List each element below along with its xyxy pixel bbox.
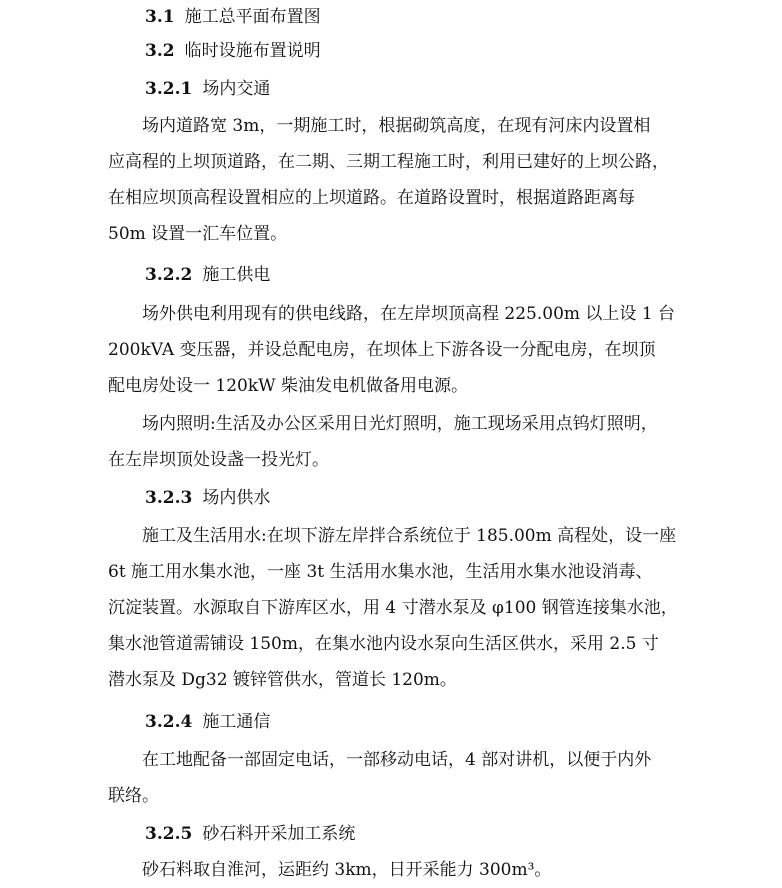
text-line: 在相应坝顶高程设置相应的上坝道路。在道路设置时，根据道路距离每 [108, 188, 635, 208]
text-line: 沉淀装置。水源取自下游库区水，用 4 寸潜水泵及 φ100 钢管连接集水池， [108, 598, 678, 618]
heading-3-2-2 [145, 264, 270, 286]
text-line: 配电房处设一 120kW 柴油发电机做备用电源。 [108, 376, 469, 396]
paragraph-lighting [108, 406, 700, 478]
paragraph-power [108, 296, 700, 404]
heading-3-2-4 [145, 711, 270, 733]
heading-number: 3.2 [145, 41, 175, 61]
text-line: 在左岸坝顶处设盏一投光灯。 [108, 450, 329, 470]
text-line: 联络。 [108, 786, 159, 806]
text-line: 场外供电利用现有的供电线路，在左岸坝顶高程 225.00m 以上设 1 台 [108, 304, 676, 324]
heading-title: 施工通信 [202, 712, 271, 732]
heading-title: 施工供电 [202, 265, 271, 285]
heading-number: 3.2.4 [145, 712, 193, 732]
heading-number: 3.1 [145, 7, 175, 27]
text-line: 50m 设置一汇车位置。 [108, 224, 288, 244]
text-line: 场内道路宽 3m，一期施工时，根据砌筑高度，在现有河床内设置相 [108, 116, 651, 136]
heading-title: 场内供水 [202, 488, 271, 508]
heading-3-2-5 [145, 823, 355, 845]
text-line: 在工地配备一部固定电话，一部移动电话，4 部对讲机，以便于内外 [108, 750, 652, 770]
heading-3-2 [145, 40, 321, 62]
paragraph-traffic [108, 108, 700, 252]
text-line: 潜水泵及 Dg32 镀锌管供水，管道长 120m。 [108, 670, 457, 690]
heading-number: 3.2.1 [145, 79, 193, 99]
heading-number: 3.2.5 [145, 824, 193, 844]
text-line: 集水池管道需铺设 150m，在集水池内设水泵向生活区供水，采用 2.5 寸 [108, 634, 659, 654]
heading-title: 砂石料开采加工系统 [202, 824, 356, 844]
heading-3-2-1 [145, 78, 270, 100]
paragraph-sand [108, 852, 700, 888]
text-line: 场内照明:生活及办公区采用日光灯照明，施工现场采用点钨灯照明， [108, 414, 658, 434]
paragraph-comm [108, 742, 700, 814]
heading-number: 3.2.2 [145, 265, 193, 285]
text-line: 砂石料取自淮河，运距约 3km，日开采能力 300m³。 [108, 860, 552, 880]
heading-3-2-3 [145, 487, 270, 509]
heading-title: 临时设施布置说明 [184, 41, 321, 61]
paragraph-water [108, 518, 700, 698]
text-line: 应高程的上坝顶道路，在二期、三期工程施工时，利用已建好的上坝公路， [108, 152, 669, 172]
text-line: 200kVA 变压器，并设总配电房，在坝体上下游各设一分配电房，在坝顶 [108, 340, 656, 360]
text-line: 施工及生活用水:在坝下游左岸拌合系统位于 185.00m 高程处，设一座 [108, 526, 677, 546]
heading-number: 3.2.3 [145, 488, 193, 508]
heading-title: 施工总平面布置图 [184, 7, 321, 27]
heading-3-1 [145, 6, 321, 28]
heading-title: 场内交通 [202, 79, 271, 99]
text-line: 6t 施工用水集水池，一座 3t 生活用水集水池，生活用水集水池设消毒、 [108, 562, 653, 582]
